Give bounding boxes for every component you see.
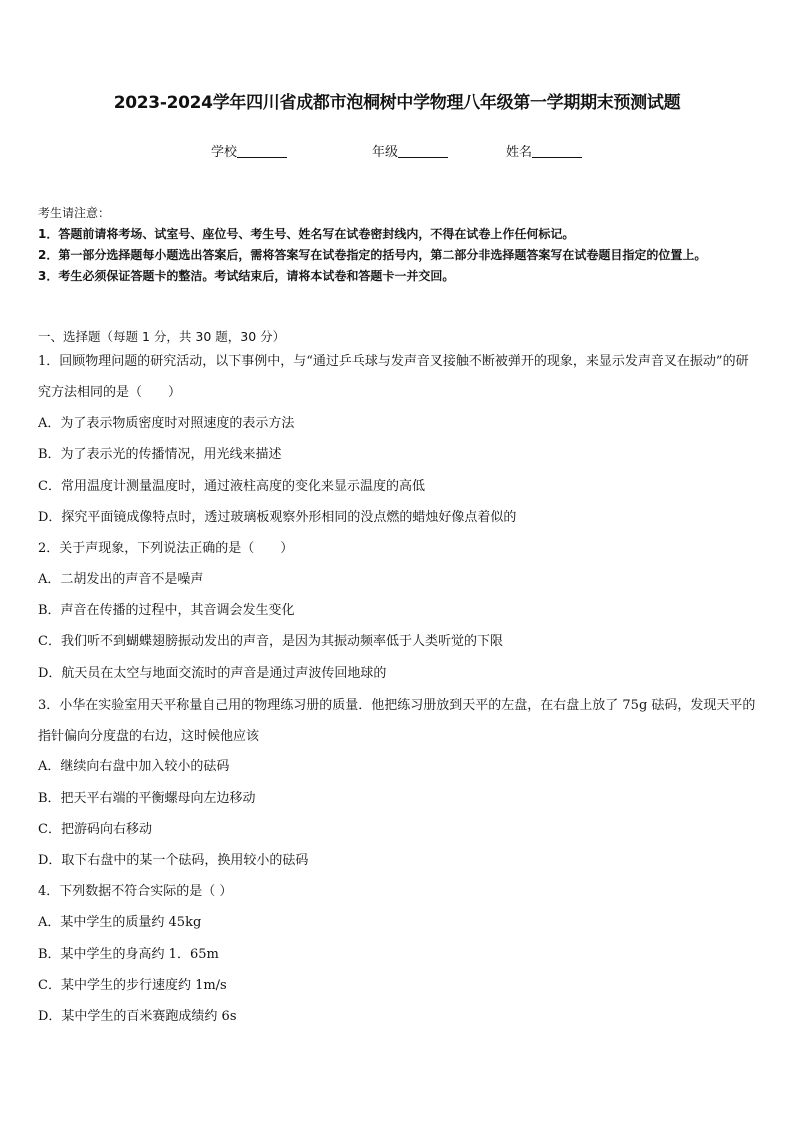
name-field <box>506 141 582 160</box>
question-option: D．航天员在太空与地面交流时的声音是通过声波传回地球的 <box>38 666 387 681</box>
question-option: A．为了表示物质密度时对照速度的表示方法 <box>38 416 295 431</box>
question-option: B．为了表示光的传播情况，用光线来描述 <box>38 447 282 462</box>
question-stem: 3．小华在实验室用天平称量自己用的物理练习册的质量．他把练习册放到天平的左盘，在右盘上放了 75g 砝码，发现天平的指针偏向分度盘的右边，这时候他应该 <box>38 698 756 744</box>
question-option: A．某中学生的质量约 45kg <box>38 915 202 930</box>
question-option: B．把天平右端的平衡螺母向左边移动 <box>38 791 256 806</box>
question-stem: 2．关于声现象，下列说法正确的是（ ） <box>38 541 294 556</box>
question-stem: 4．下列数据不符合实际的是（ ） <box>38 884 233 899</box>
section-heading: 一、选择题（每题 1 分，共 30 题，30 分） <box>38 329 286 344</box>
question-option: D．取下右盘中的某一个砝码，换用较小的砝码 <box>38 853 309 868</box>
school-field <box>211 141 287 160</box>
question-option: B．声音在传播的过程中，其音调会发生变化 <box>38 603 295 618</box>
question-option: C．常用温度计测量温度时，通过液柱高度的变化来显示温度的高低 <box>38 479 425 494</box>
note-item: 3．考生必须保证答题卡的整洁。考试结束后，请将本试卷和答题卡一并交回。 <box>38 269 455 283</box>
question-option: C．我们听不到蝴蝶翅膀振动发出的声音，是因为其振动频率低于人类听觉的下限 <box>38 634 503 649</box>
exam-notes <box>38 203 760 287</box>
question-stem: 1．回顾物理问题的研究活动，以下事例中，与“通过乒乓球与发声音叉接触不断被弹开的现象，来显示发声音叉在振动”的研究方法相同的是（ ） <box>38 354 749 400</box>
question-option: D．某中学生的百米赛跑成绩约 6s <box>38 1009 237 1024</box>
question-option: C．把游码向右移动 <box>38 822 152 837</box>
notes-heading: 考生请注意： <box>38 206 111 220</box>
note-item: 2．第一部分选择题每小题选出答案后，需将答案写在试卷指定的括号内，第二部分非选择题答案写在试卷题目指定的位置上。 <box>38 248 707 262</box>
grade-blank <box>398 145 448 158</box>
grade-label: 年级 <box>372 145 399 160</box>
note-item: 1．答题前请将考场、试室号、座位号、考生号、姓名写在试卷密封线内，不得在试卷上作任何标记。 <box>38 227 575 241</box>
question-option: D．探究平面镜成像特点时，透过玻璃板观察外形相同的没点燃的蜡烛好像点着似的 <box>38 510 517 525</box>
question-option: B．某中学生的身高约 1．65m <box>38 947 219 962</box>
school-blank <box>237 145 287 158</box>
page-title: 2023-2024学年四川省成都市泡桐树中学物理八年级第一学期期末预测试题 <box>113 93 681 113</box>
question-option: C．某中学生的步行速度约 1m/s <box>38 978 227 993</box>
name-label: 姓名 <box>506 145 533 160</box>
question-option: A．继续向右盘中加入较小的砝码 <box>38 759 230 774</box>
name-blank <box>532 145 582 158</box>
school-label: 学校 <box>211 145 238 160</box>
question-option: A．二胡发出的声音不是噪声 <box>38 572 204 587</box>
grade-field <box>372 141 448 160</box>
